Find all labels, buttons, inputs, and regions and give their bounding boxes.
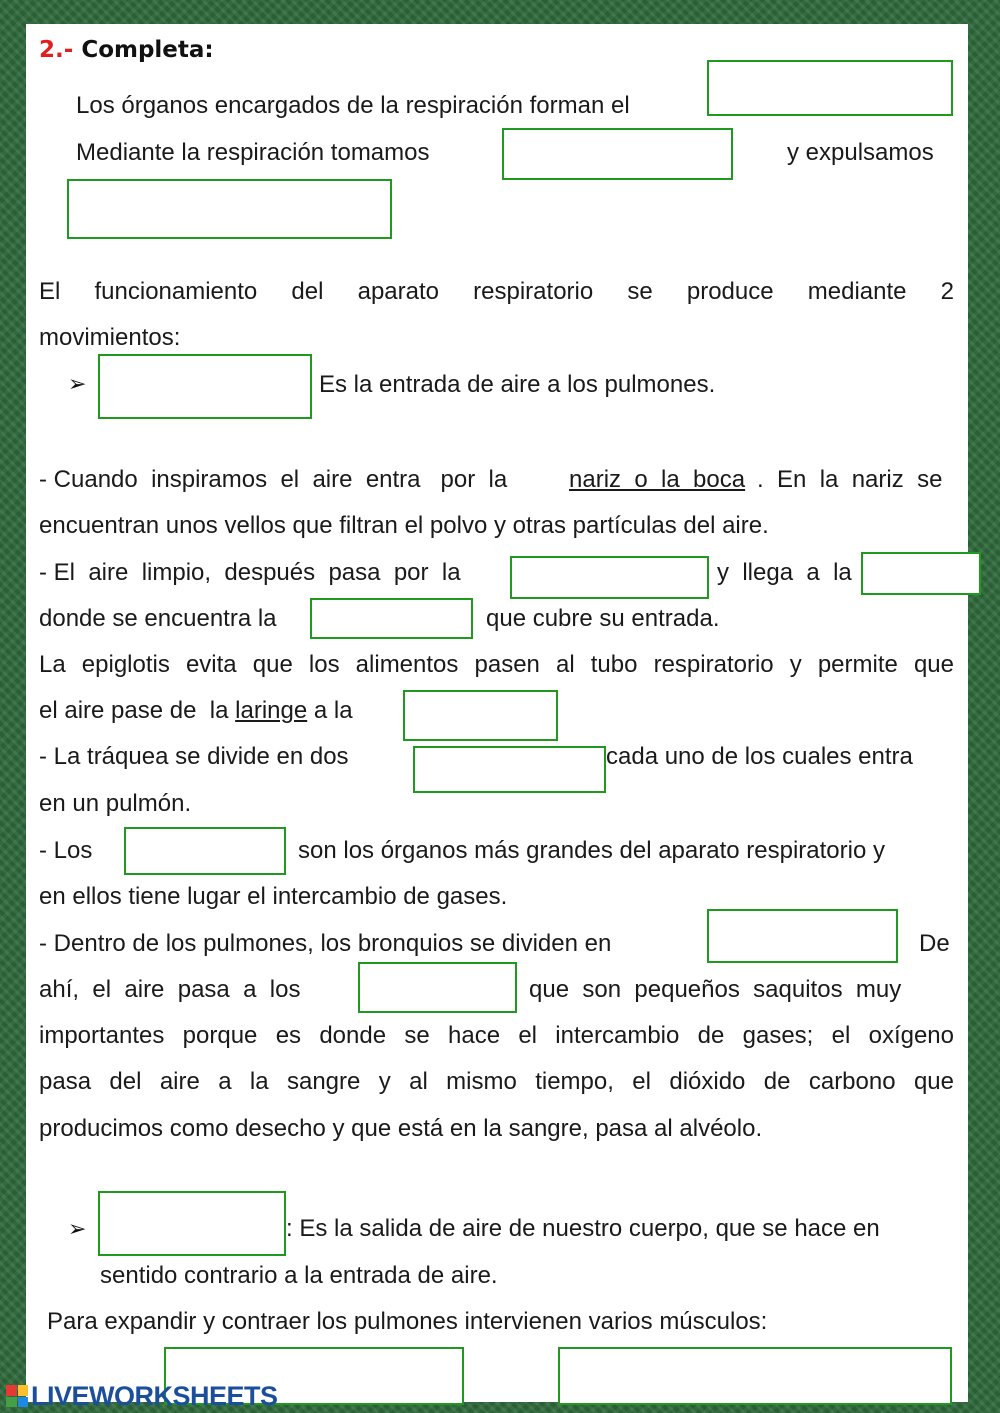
airway-line-12a: ahí, el aire pasa a los [39,976,301,1003]
answer-box-epiglottis[interactable] [310,598,473,639]
liveworksheets-brand: LIVEWORKSHEETS [31,1380,278,1411]
airway-line-2: encuentran unos vellos que filtran el polvo y otras partículas del aire. [39,512,769,539]
airway-line-7b: cada uno de los cuales entra [606,743,913,770]
answer-box-exhale-gas[interactable] [67,179,392,239]
answer-box-bronchi[interactable] [413,746,606,793]
answer-box-system[interactable] [707,60,953,116]
answer-box-muscle-2[interactable] [558,1347,952,1405]
answer-box-expiration[interactable] [98,1191,286,1256]
answer-box-larynx[interactable] [861,552,981,595]
intro-line-2b: y expulsamos [787,139,934,166]
airway-line-14: pasa del aire a la sangre y al mismo tiempo, el dióxido de carbono que [39,1068,954,1095]
airway-line-4b: que cubre su entrada. [486,605,720,632]
answer-box-lungs[interactable] [124,827,286,875]
answer-box-pharynx[interactable] [510,556,709,599]
answer-box-inspiration[interactable] [98,354,312,419]
expiration-definition-1: : Es la salida de aire de nuestro cuerpo, que se hace en [286,1215,880,1242]
bullet-arrow-icon: ➢ [68,1216,87,1241]
exercise-title: Completa: [81,37,214,63]
airway-line-10: en ellos tiene lugar el intercambio de gases. [39,883,508,910]
expiration-definition-2: sentido contrario a la entrada de aire. [100,1262,498,1289]
exercise-number: 2.- [39,37,74,63]
airway-line-1a: - Cuando inspiramos el aire entra por la [39,466,508,493]
answer-box-alveoli[interactable] [358,962,517,1013]
exercise-heading [39,36,214,64]
liveworksheets-logo [6,1381,278,1411]
airway-line-11a: - Dentro de los pulmones, los bronquios se dividen en [39,930,612,957]
airway-line-6 [39,697,353,725]
airway-line-9b: son los órganos más grandes del aparato respiratorio y [298,837,885,864]
airway-line-5: La epiglotis evita que los alimentos pasen al tubo respiratorio y permite que [39,651,954,678]
intro-line-2a: Mediante la respiración tomamos [76,139,430,166]
intro-line-1: Los órganos encargados de la respiración forman el [76,92,630,119]
answer-box-trachea[interactable] [403,690,558,741]
bullet-arrow-icon: ➢ [68,371,87,396]
airway-line-3a: - El aire limpio, después pasa por la [39,559,461,586]
answer-box-inhale-gas[interactable] [502,128,733,180]
movements-line-2: movimientos: [39,324,181,351]
airway-line-6a: el aire pase de la [39,697,229,724]
airway-line-3b: y llega a la [717,559,852,586]
liveworksheets-logo-icon [6,1385,28,1407]
airway-line-12b: que son pequeños saquitos muy [529,976,902,1003]
airway-line-13: importantes porque es donde se hace el intercambio de gases; el oxígeno [39,1022,954,1049]
muscles-line: Para expandir y contraer los pulmones intervienen varios músculos: [47,1308,768,1335]
airway-line-4a: donde se encuentra la [39,605,277,632]
nose-mouth-underlined: nariz o la boca [569,466,746,493]
answer-box-bronchioles[interactable] [707,909,898,963]
airway-line-7a: - La tráquea se divide en dos [39,743,349,770]
airway-line-1b: . En la nariz se [757,466,943,493]
airway-line-15: producimos como desecho y que está en la sangre, pasa al alvéolo. [39,1115,763,1142]
inspiration-definition: Es la entrada de aire a los pulmones. [319,371,716,398]
airway-line-11b: De [919,930,950,957]
airway-line-8: en un pulmón. [39,790,192,817]
larynx-underlined: laringe [235,697,308,724]
airway-line-9a: - Los [39,837,93,864]
airway-line-6b: a la [313,697,353,724]
movements-line-1: El funcionamiento del aparato respiratorio se produce mediante 2 [39,278,954,305]
airway-line-1 [39,466,954,494]
